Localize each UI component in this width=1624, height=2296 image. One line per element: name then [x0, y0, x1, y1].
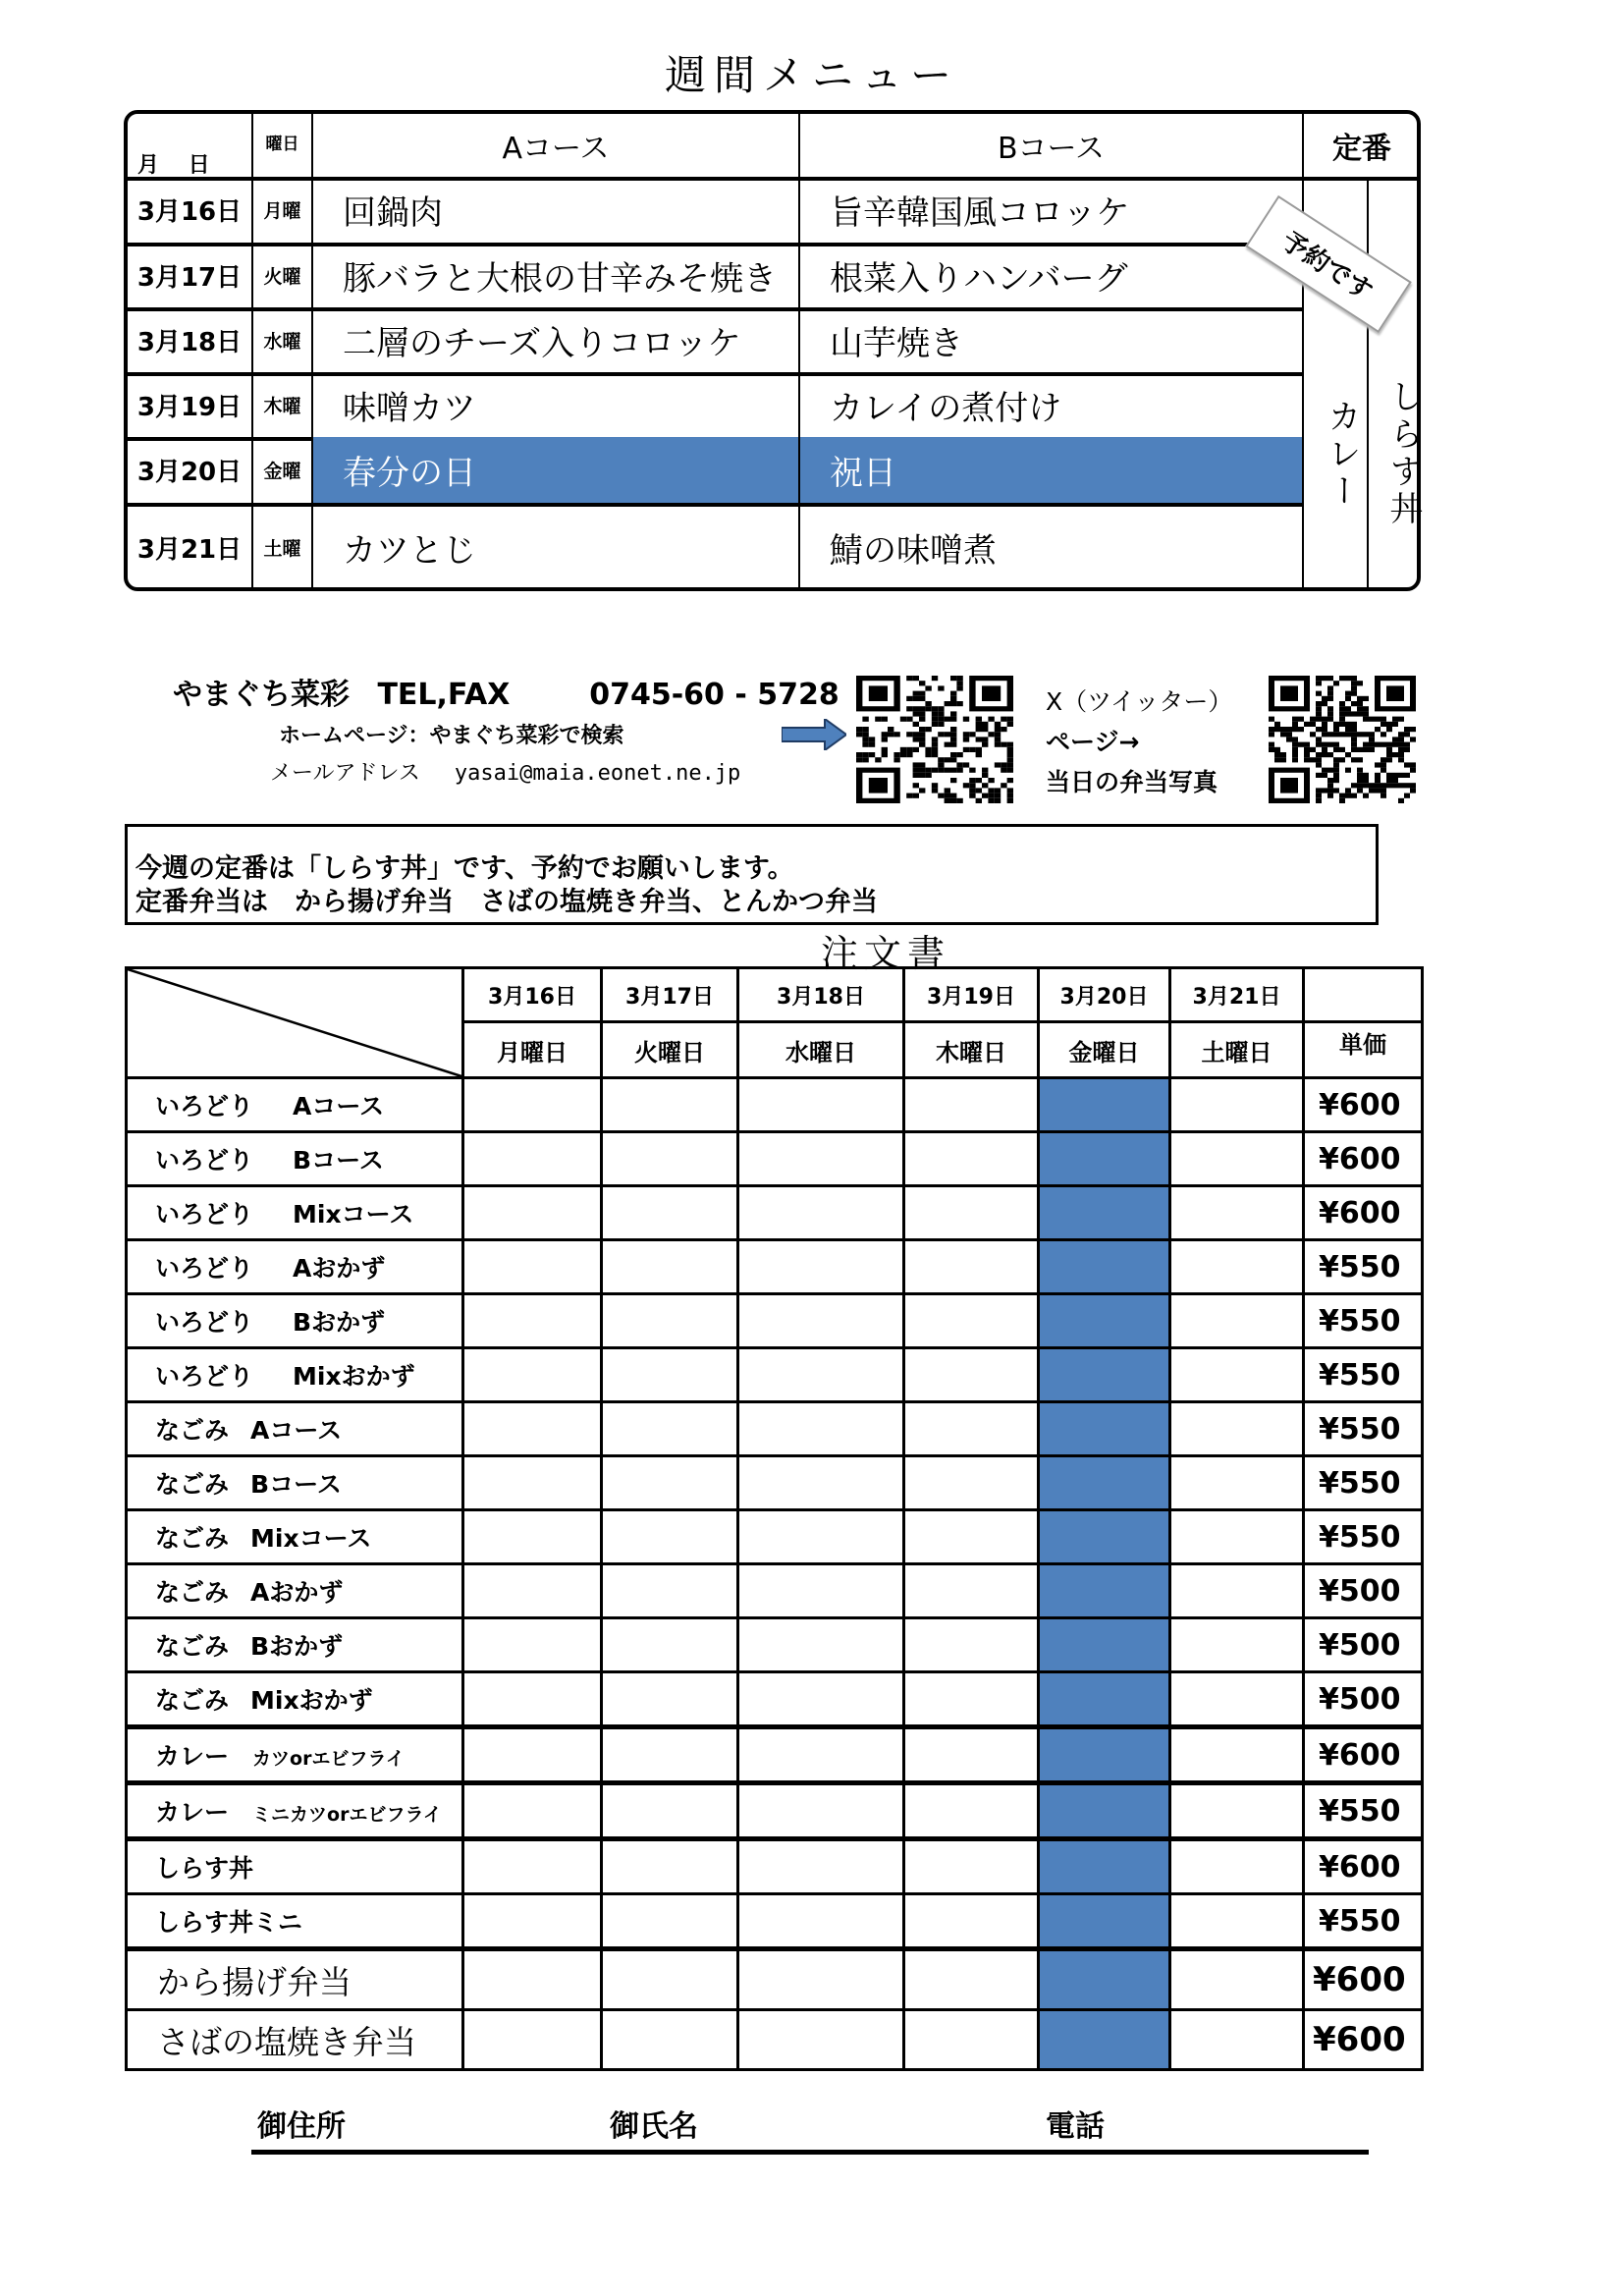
order-row — [127, 1727, 1423, 1783]
menu-course-a: 春分の日 — [313, 437, 798, 503]
order-qty-cell[interactable] — [1170, 1783, 1304, 1839]
order-qty-cell[interactable] — [602, 1783, 738, 1839]
order-qty-cell[interactable] — [904, 1402, 1039, 1456]
order-row — [127, 1894, 1423, 1949]
order-qty-cell[interactable] — [463, 1783, 602, 1839]
order-qty-cell[interactable] — [602, 1078, 738, 1132]
item-variant: ミニカツorエビフライ — [252, 1804, 442, 1826]
menu-course-b: 祝日 — [800, 437, 1302, 503]
menu-day: 土曜 — [263, 537, 301, 560]
menu-course-b: 旨辛韓国風コロッケ — [830, 193, 1130, 233]
order-qty-cell[interactable] — [738, 1132, 904, 1186]
order-qty-cell[interactable] — [463, 1132, 602, 1186]
order-qty-cell-closed — [1039, 1618, 1170, 1672]
order-qty-cell[interactable] — [463, 1949, 602, 2010]
order-qty-cell[interactable] — [602, 1510, 738, 1564]
order-qty-cell[interactable] — [1170, 1672, 1304, 1727]
shop-contact — [173, 670, 839, 713]
order-qty-cell-closed — [1039, 1727, 1170, 1783]
order-row — [127, 1240, 1423, 1294]
order-qty-cell-closed — [1039, 1783, 1170, 1839]
notice-box — [125, 824, 1379, 925]
order-qty-cell[interactable] — [463, 1348, 602, 1402]
unit-price: ¥500 — [1304, 1564, 1423, 1618]
order-qty-cell[interactable] — [904, 1949, 1039, 2010]
order-day-header: 土曜日 — [1170, 1022, 1304, 1078]
item-variant: Mixおかず — [250, 1686, 373, 1715]
menu-course-a: 二層のチーズ入りコロッケ — [343, 323, 741, 363]
order-row — [127, 1618, 1423, 1672]
order-qty-cell-closed — [1039, 1348, 1170, 1402]
email-line — [270, 756, 740, 787]
order-qty-cell[interactable] — [904, 1186, 1039, 1240]
order-item-name — [127, 1894, 463, 1949]
header-regular: 定番 — [1332, 132, 1391, 166]
order-qty-cell[interactable] — [738, 1456, 904, 1510]
regular-item-curry: カレー — [1322, 399, 1361, 511]
order-qty-cell-closed — [1039, 1240, 1170, 1294]
item-name: いろどり — [155, 1362, 254, 1391]
menu-course-b: 鯖の味噌煮 — [830, 530, 997, 571]
order-day-header: 火曜日 — [602, 1022, 738, 1078]
order-qty-cell[interactable] — [738, 1564, 904, 1618]
item-name: いろどり — [155, 1254, 254, 1283]
order-qty-cell[interactable] — [463, 1078, 602, 1132]
order-row — [127, 1949, 1423, 2010]
menu-date: 3月18日 — [136, 327, 243, 357]
item-variant: Aおかず — [250, 1578, 344, 1607]
order-date-header: 3月17日 — [602, 968, 738, 1022]
arrow-right-icon — [782, 719, 846, 750]
unit-price: ¥500 — [1304, 1672, 1423, 1727]
order-qty-cell[interactable] — [602, 1727, 738, 1783]
order-item-name — [127, 1672, 463, 1727]
order-date-header: 3月21日 — [1170, 968, 1304, 1022]
item-name: なごみ — [155, 1632, 230, 1661]
order-qty-cell[interactable] — [1170, 1078, 1304, 1132]
item-variant: Aコース — [250, 1416, 343, 1445]
menu-date: 3月16日 — [136, 197, 243, 227]
divider — [1302, 114, 1304, 587]
order-qty-cell[interactable] — [463, 2010, 602, 2070]
homepage-note: ホームページ：やまぐち菜彩で検索 — [279, 724, 624, 748]
order-date-header: 3月16日 — [463, 968, 602, 1022]
tel-label: TEL,FAX — [377, 678, 511, 712]
order-qty-cell[interactable] — [602, 2010, 738, 2070]
order-qty-cell[interactable] — [463, 1672, 602, 1727]
price-header-top — [1304, 968, 1423, 1022]
order-qty-cell[interactable] — [1170, 1949, 1304, 2010]
unit-price: ¥550 — [1304, 1783, 1423, 1839]
unit-price: ¥550 — [1304, 1510, 1423, 1564]
order-row — [127, 1402, 1423, 1456]
unit-price: ¥600 — [1304, 1949, 1423, 2010]
order-qty-cell[interactable] — [904, 1839, 1039, 1894]
order-qty-cell[interactable] — [602, 1348, 738, 1402]
unit-price: ¥550 — [1304, 1294, 1423, 1348]
order-row — [127, 1132, 1423, 1186]
menu-course-b: 山芋焼き — [830, 323, 963, 363]
order-qty-cell[interactable] — [738, 1618, 904, 1672]
notice-line-2: 定番弁当は から揚げ弁当 さばの塩焼き弁当、とんかつ弁当 — [135, 887, 878, 917]
order-qty-cell-closed — [1039, 1294, 1170, 1348]
order-qty-cell[interactable] — [1170, 1618, 1304, 1672]
menu-date: 3月19日 — [136, 392, 243, 422]
order-day-header: 木曜日 — [904, 1022, 1039, 1078]
order-qty-cell[interactable] — [602, 1294, 738, 1348]
order-qty-cell[interactable] — [1170, 1186, 1304, 1240]
weekly-menu-table — [124, 110, 1421, 591]
item-variant: Bコース — [250, 1470, 342, 1499]
phone-label: 電話 — [1046, 2109, 1105, 2144]
order-item-name — [127, 1456, 463, 1510]
order-qty-cell[interactable] — [602, 1618, 738, 1672]
order-item-name — [127, 1727, 463, 1783]
unit-price: ¥550 — [1304, 1894, 1423, 1949]
order-qty-cell[interactable] — [738, 1727, 904, 1783]
order-qty-cell[interactable] — [904, 1783, 1039, 1839]
item-name: なごみ — [155, 1578, 230, 1607]
order-qty-cell[interactable] — [602, 1672, 738, 1727]
unit-price: ¥500 — [1304, 1618, 1423, 1672]
unit-price: ¥550 — [1304, 1402, 1423, 1456]
order-qty-cell[interactable] — [738, 1294, 904, 1348]
order-item-name — [127, 2010, 463, 2070]
item-name: なごみ — [155, 1686, 230, 1715]
order-qty-cell[interactable] — [602, 1186, 738, 1240]
order-qty-cell[interactable] — [1170, 1240, 1304, 1294]
order-qty-cell-closed — [1039, 1456, 1170, 1510]
item-variant: カツorエビフライ — [252, 1748, 405, 1770]
order-item-name — [127, 1783, 463, 1839]
order-qty-cell-closed — [1039, 1402, 1170, 1456]
order-day-header: 金曜日 — [1039, 1022, 1170, 1078]
order-date-header: 3月18日 — [738, 968, 904, 1022]
order-qty-cell-closed — [1039, 1949, 1170, 2010]
order-qty-cell[interactable] — [463, 1839, 602, 1894]
menu-date: 3月20日 — [136, 458, 243, 487]
order-qty-cell[interactable] — [1170, 1839, 1304, 1894]
item-variant: Aおかず — [293, 1254, 386, 1283]
order-qty-cell-closed — [1039, 1564, 1170, 1618]
order-item-name — [127, 1078, 463, 1132]
unit-price: ¥550 — [1304, 1240, 1423, 1294]
item-variant: Bコース — [293, 1146, 384, 1175]
order-qty-cell[interactable] — [463, 1186, 602, 1240]
address-label: 御住所 — [257, 2109, 346, 2144]
order-qty-cell[interactable] — [602, 1949, 738, 2010]
order-qty-cell[interactable] — [738, 1186, 904, 1240]
header-date: 月 日 — [137, 153, 210, 178]
shop-name: やまぐち菜彩 — [173, 678, 350, 712]
order-item-name — [127, 1839, 463, 1894]
item-name: から揚げ弁当 — [157, 1962, 352, 2001]
unit-price: ¥600 — [1304, 1186, 1423, 1240]
order-qty-cell[interactable] — [904, 1078, 1039, 1132]
item-name: カレー — [155, 1742, 230, 1771]
item-variant: Aコース — [293, 1092, 385, 1121]
unit-price: ¥600 — [1304, 1078, 1423, 1132]
notice-line-1: 今週の定番は「しらす丼」です、予約でお願いします。 — [135, 853, 794, 884]
menu-title: 週間メニュー — [664, 51, 959, 99]
order-qty-cell[interactable] — [1170, 1294, 1304, 1348]
x-page-label: ページ→ — [1046, 728, 1140, 756]
order-row — [127, 1672, 1423, 1727]
order-qty-cell[interactable] — [1170, 2010, 1304, 2070]
qr-code-icon[interactable] — [856, 676, 1013, 803]
menu-course-a: 回鍋肉 — [343, 193, 443, 233]
item-name: カレー — [155, 1798, 230, 1827]
order-qty-cell[interactable] — [602, 1894, 738, 1949]
menu-course-a: カツとじ — [343, 530, 476, 571]
order-qty-cell[interactable] — [463, 1510, 602, 1564]
order-qty-cell[interactable] — [463, 1618, 602, 1672]
order-qty-cell[interactable] — [904, 1348, 1039, 1402]
unit-price-header: 単価 — [1304, 1022, 1423, 1078]
order-row — [127, 1456, 1423, 1510]
order-item-name — [127, 1510, 463, 1564]
order-qty-cell-closed — [1039, 1078, 1170, 1132]
order-qty-cell[interactable] — [602, 1240, 738, 1294]
order-qty-cell[interactable] — [463, 1727, 602, 1783]
item-name: いろどり — [155, 1146, 254, 1175]
order-qty-cell[interactable] — [1170, 1727, 1304, 1783]
menu-day: 水曜 — [263, 330, 301, 353]
order-item-name — [127, 1564, 463, 1618]
order-row — [127, 2010, 1423, 2070]
order-qty-cell-closed — [1039, 1510, 1170, 1564]
unit-price: ¥550 — [1304, 1456, 1423, 1510]
order-qty-cell[interactable] — [738, 2010, 904, 2070]
item-name: しらす丼ミニ — [155, 1908, 303, 1937]
order-qty-cell[interactable] — [738, 1348, 904, 1402]
header-corner — [127, 968, 463, 1078]
order-qty-cell[interactable] — [463, 1294, 602, 1348]
order-qty-cell[interactable] — [463, 1402, 602, 1456]
order-row — [127, 1294, 1423, 1348]
menu-date: 3月21日 — [136, 534, 243, 565]
order-qty-cell[interactable] — [602, 1839, 738, 1894]
order-date-header: 3月20日 — [1039, 968, 1170, 1022]
phone-number: 0745-60 - 5728 — [589, 678, 839, 712]
item-variant: Mixコース — [293, 1200, 414, 1229]
diagonal-line — [128, 969, 461, 1076]
order-qty-cell[interactable] — [1170, 1510, 1304, 1564]
menu-day: 月曜 — [263, 200, 301, 222]
email-address[interactable]: yasai@maia.eonet.ne.jp — [454, 761, 741, 786]
order-qty-cell-closed — [1039, 1839, 1170, 1894]
header-course-b: Bコース — [997, 132, 1106, 166]
order-qty-cell[interactable] — [463, 1240, 602, 1294]
menu-course-a: 味噌カツ — [343, 388, 476, 428]
unit-price: ¥600 — [1304, 1132, 1423, 1186]
qr-code-icon[interactable] — [1269, 676, 1416, 803]
item-name: いろどり — [155, 1092, 254, 1121]
order-qty-cell[interactable] — [1170, 1456, 1304, 1510]
order-qty-cell[interactable] — [602, 1456, 738, 1510]
order-qty-cell-closed — [1039, 1186, 1170, 1240]
order-item-name — [127, 1132, 463, 1186]
order-qty-cell-closed — [1039, 1672, 1170, 1727]
order-row — [127, 1078, 1423, 1132]
order-qty-cell[interactable] — [738, 1510, 904, 1564]
order-qty-cell[interactable] — [904, 1294, 1039, 1348]
item-name: なごみ — [155, 1416, 230, 1445]
menu-course-b: 根菜入りハンバーグ — [830, 258, 1128, 299]
order-qty-cell[interactable] — [904, 1132, 1039, 1186]
menu-date: 3月17日 — [136, 262, 243, 293]
item-name: いろどり — [155, 1200, 254, 1229]
order-row — [127, 1186, 1423, 1240]
menu-course-b: カレイの煮付け — [830, 388, 1062, 428]
order-qty-cell-closed — [1039, 1132, 1170, 1186]
order-qty-cell[interactable] — [463, 1456, 602, 1510]
order-form-title: 注文書 — [820, 932, 950, 975]
order-item-name — [127, 1618, 463, 1672]
order-qty-cell[interactable] — [738, 1949, 904, 2010]
order-qty-cell[interactable] — [738, 1783, 904, 1839]
order-qty-cell[interactable] — [904, 1894, 1039, 1949]
order-row — [127, 1348, 1423, 1402]
order-qty-cell[interactable] — [904, 1727, 1039, 1783]
order-date-header: 3月19日 — [904, 968, 1039, 1022]
email-label: メールアドレス — [270, 761, 420, 786]
order-qty-cell[interactable] — [1170, 1402, 1304, 1456]
order-qty-cell[interactable] — [602, 1132, 738, 1186]
item-name: なごみ — [155, 1470, 230, 1499]
order-qty-cell[interactable] — [738, 1078, 904, 1132]
order-qty-cell[interactable] — [463, 1564, 602, 1618]
order-qty-cell[interactable] — [1170, 1894, 1304, 1949]
name-label: 御氏名 — [610, 2109, 698, 2144]
order-qty-cell[interactable] — [602, 1402, 738, 1456]
unit-price: ¥550 — [1304, 1348, 1423, 1402]
order-qty-cell[interactable] — [602, 1564, 738, 1618]
header-course-a: Aコース — [502, 132, 610, 166]
unit-price: ¥600 — [1304, 1839, 1423, 1894]
order-qty-cell[interactable] — [738, 1240, 904, 1294]
order-qty-cell[interactable] — [904, 1510, 1039, 1564]
order-qty-cell[interactable] — [738, 1839, 904, 1894]
menu-day: 火曜 — [263, 265, 301, 288]
order-row — [127, 1564, 1423, 1618]
order-form — [125, 966, 1424, 2071]
regular-item-shirasu-don: しらす丼 — [1383, 379, 1423, 528]
item-name: いろどり — [155, 1308, 254, 1337]
order-qty-cell[interactable] — [463, 1894, 602, 1949]
x-twitter-label: X（ツイッター） — [1046, 687, 1233, 716]
item-variant: Bおかず — [293, 1308, 386, 1337]
item-variant: Mixコース — [250, 1524, 372, 1553]
order-qty-cell[interactable] — [904, 1456, 1039, 1510]
order-item-name — [127, 1240, 463, 1294]
signature-line — [251, 2150, 1369, 2155]
menu-day: 金曜 — [263, 461, 301, 482]
x-photo-label: 当日の弁当写真 — [1046, 768, 1218, 796]
order-qty-cell[interactable] — [904, 1672, 1039, 1727]
order-item-name — [127, 1294, 463, 1348]
unit-price: ¥600 — [1304, 1727, 1423, 1783]
reservation-tag: 予約です — [1245, 195, 1412, 333]
order-day-header: 水曜日 — [738, 1022, 904, 1078]
order-item-name — [127, 1186, 463, 1240]
order-row — [127, 1510, 1423, 1564]
order-qty-cell-closed — [1039, 1894, 1170, 1949]
menu-course-a: 豚バラと大根の甘辛みそ焼き — [343, 258, 777, 299]
order-qty-cell[interactable] — [1170, 1564, 1304, 1618]
order-qty-cell[interactable] — [904, 2010, 1039, 2070]
order-item-name — [127, 1348, 463, 1402]
unit-price: ¥600 — [1304, 2010, 1423, 2070]
item-variant: Mixおかず — [293, 1362, 415, 1391]
menu-day: 木曜 — [263, 395, 301, 417]
order-qty-cell[interactable] — [738, 1402, 904, 1456]
order-qty-cell-closed — [1039, 2010, 1170, 2070]
order-item-name — [127, 1402, 463, 1456]
order-row — [127, 1783, 1423, 1839]
item-name: しらす丼 — [155, 1854, 254, 1883]
order-qty-cell[interactable] — [904, 1618, 1039, 1672]
item-variant: Bおかず — [250, 1632, 344, 1661]
order-qty-cell[interactable] — [738, 1894, 904, 1949]
order-qty-cell[interactable] — [904, 1240, 1039, 1294]
order-row — [127, 1839, 1423, 1894]
header-day: 曜日 — [265, 134, 299, 154]
order-qty-cell[interactable] — [1170, 1348, 1304, 1402]
order-qty-cell[interactable] — [738, 1672, 904, 1727]
order-qty-cell[interactable] — [1170, 1132, 1304, 1186]
item-name: さばの塩焼き弁当 — [157, 2022, 416, 2061]
order-day-header: 月曜日 — [463, 1022, 602, 1078]
order-qty-cell[interactable] — [904, 1564, 1039, 1618]
divider — [1367, 177, 1369, 587]
order-item-name — [127, 1949, 463, 2010]
item-name: なごみ — [155, 1524, 230, 1553]
